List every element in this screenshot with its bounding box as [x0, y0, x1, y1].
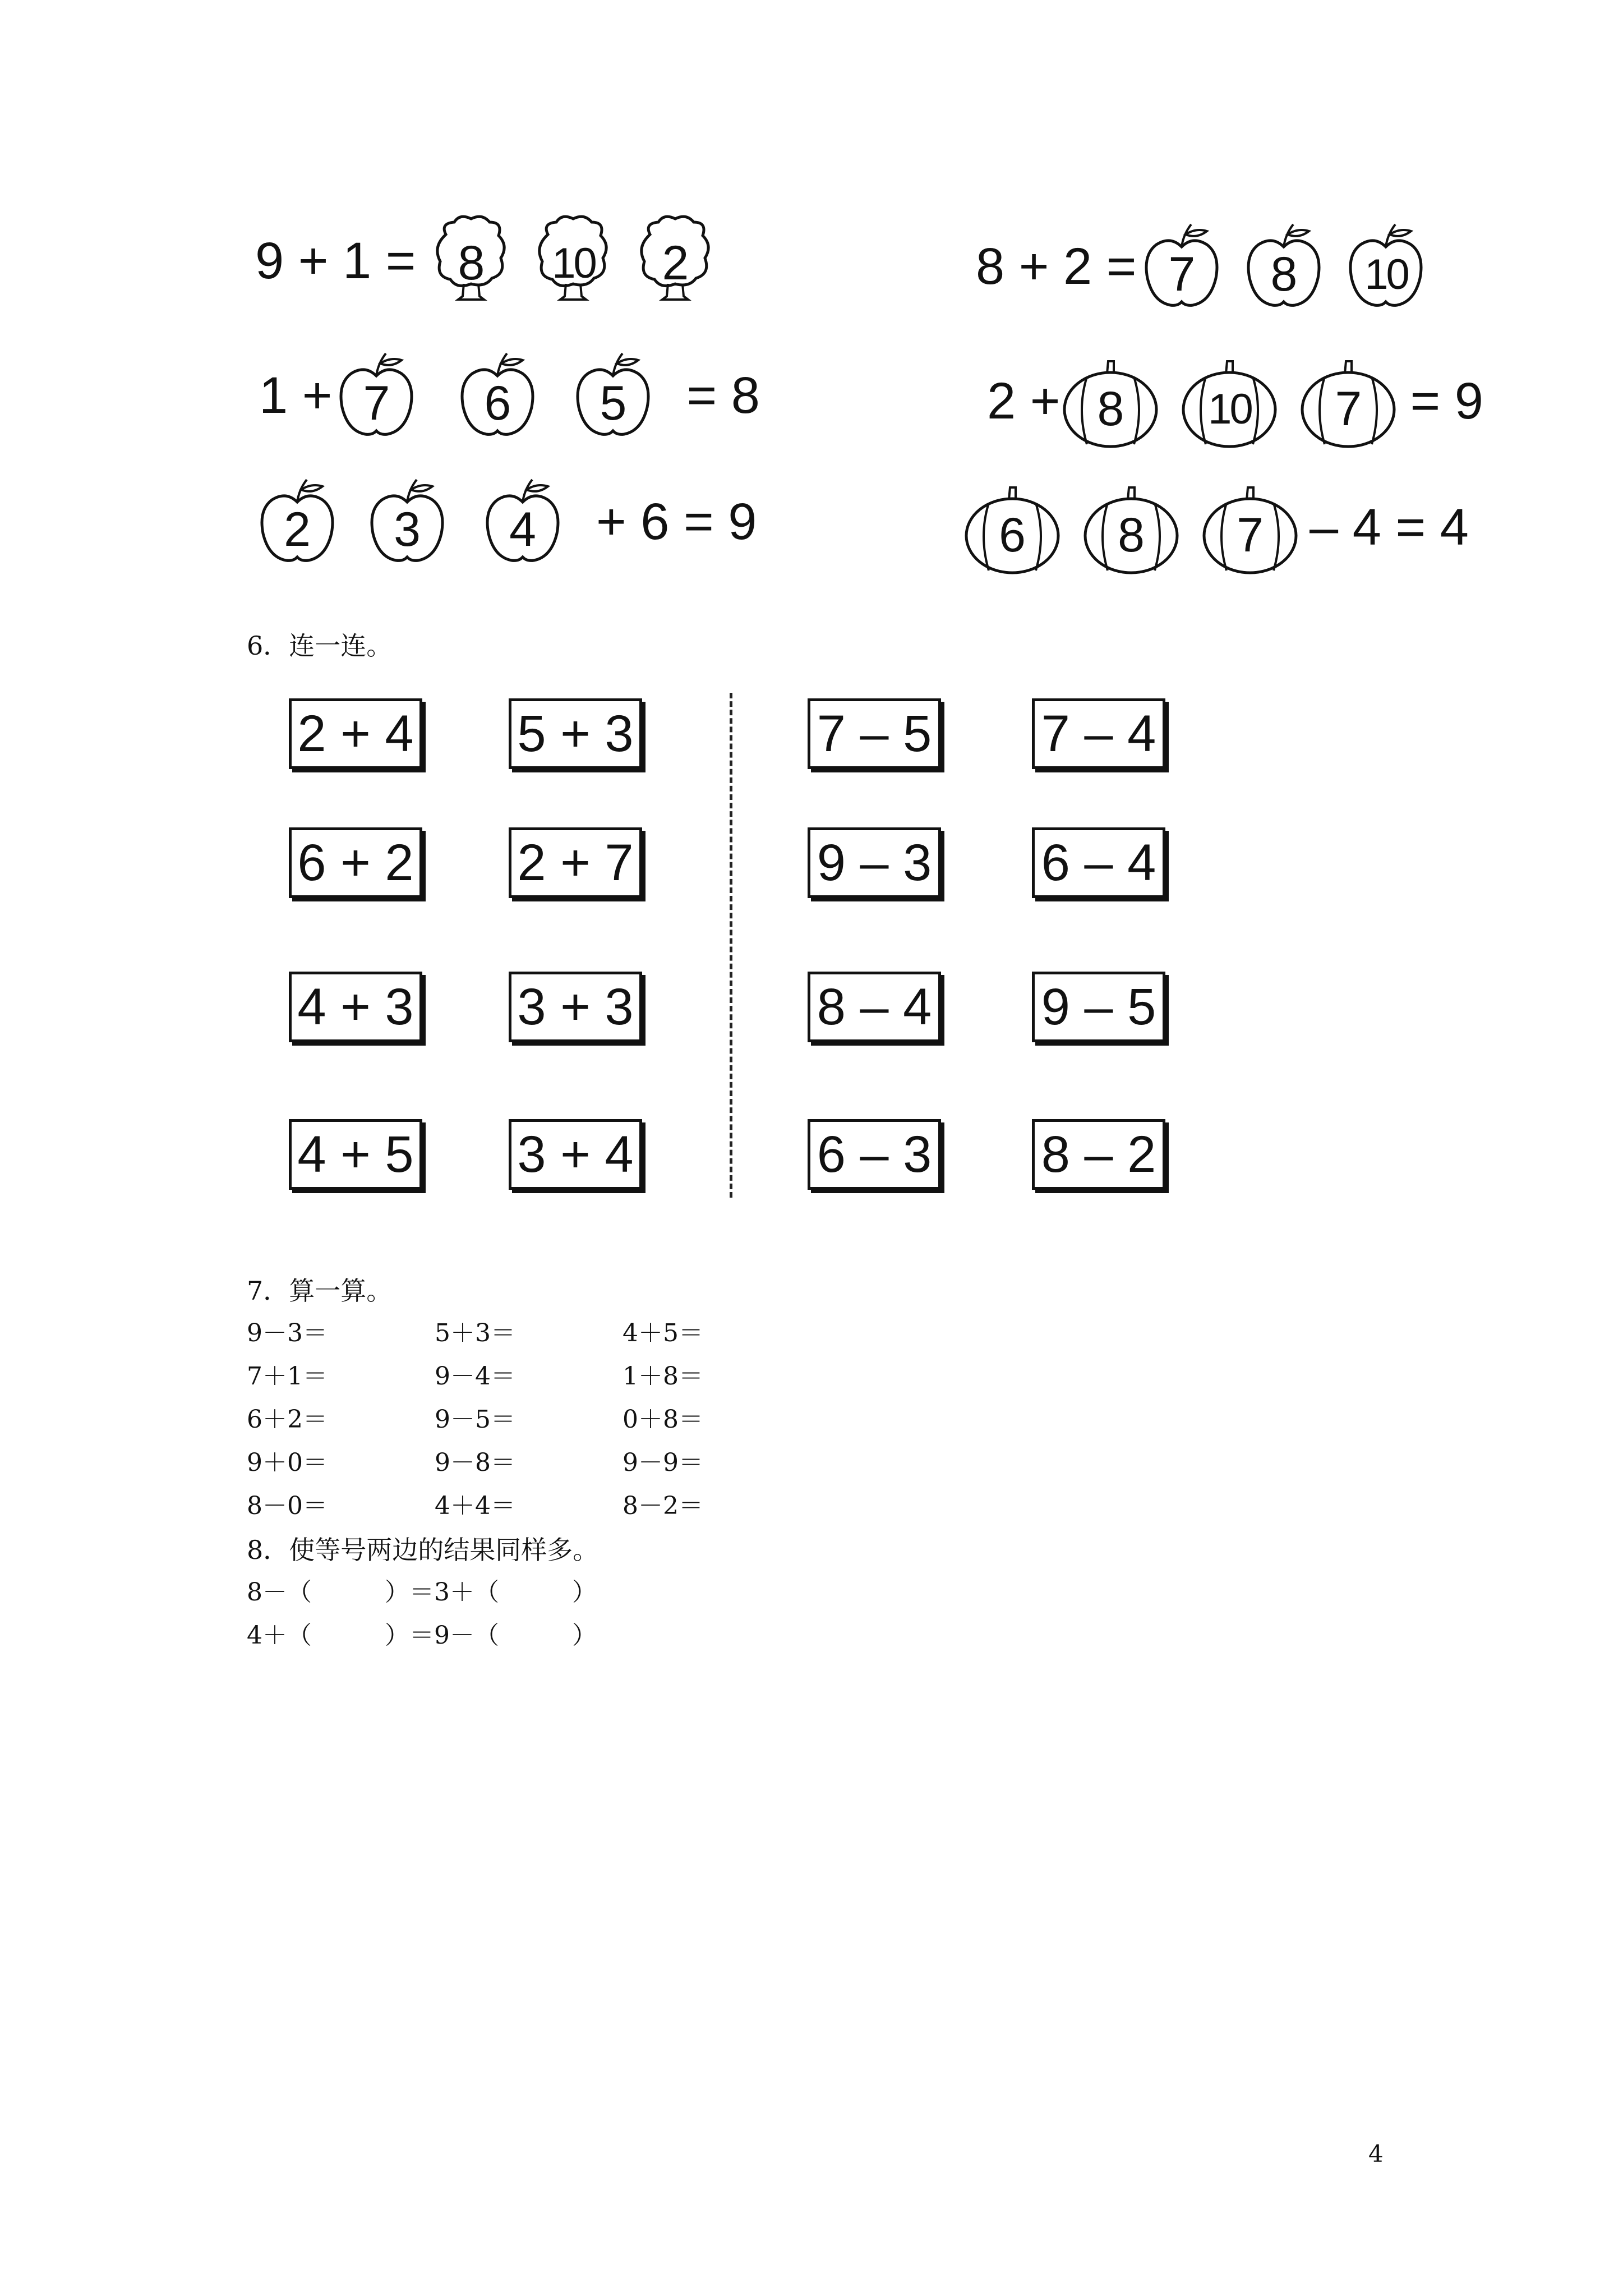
expression-card[interactable]: 2 + 4: [289, 698, 422, 769]
pumpkin-number: 6: [999, 508, 1026, 562]
fruit-equation-row-1-right: [976, 210, 1437, 323]
equation-part: 8－（: [247, 1578, 312, 1607]
apple-number: 3: [394, 502, 421, 556]
apple-option[interactable]: [571, 347, 655, 445]
calc-item: 4＋4＝: [435, 1492, 515, 1520]
expression-card[interactable]: 8 – 4: [808, 972, 941, 1042]
balance-equation: [247, 1623, 597, 1648]
tree-number: 8: [458, 236, 485, 290]
expression-card[interactable]: 4 + 5: [289, 1119, 422, 1190]
page-number: 4: [1368, 2140, 1384, 2168]
equation-left-part: 8 + 2 =: [976, 238, 1137, 295]
equation-part: 4＋（: [247, 1621, 312, 1650]
calc-item: 9－4＝: [435, 1362, 515, 1391]
expression-card[interactable]: 7 – 5: [808, 698, 941, 769]
expression-card[interactable]: 2 + 7: [509, 827, 642, 898]
fruit-equation-row-2-left: [259, 339, 760, 452]
calc-item: 9＋0＝: [247, 1448, 328, 1477]
equation-part: ）＝9－（: [385, 1621, 499, 1650]
calc-item: 8－2＝: [623, 1492, 703, 1520]
expression-card[interactable]: 5 + 3: [509, 698, 642, 769]
expression-card[interactable]: 3 + 4: [509, 1119, 642, 1190]
expression-card[interactable]: 9 – 3: [808, 827, 941, 898]
calc-item: 6＋2＝: [247, 1405, 328, 1434]
pumpkin-number: 7: [1237, 508, 1264, 562]
question-7-title: 7．算一算。: [247, 1276, 393, 1306]
equation-right-part: = 9: [1410, 372, 1483, 430]
question-6-title: 6．连一连。: [247, 631, 393, 661]
apple-number: 5: [600, 376, 627, 430]
fruit-equation-row-2-right: [987, 345, 1483, 457]
apple-number: 7: [1168, 247, 1196, 301]
apple-option[interactable]: [255, 473, 339, 571]
tree-option[interactable]: [531, 212, 615, 310]
pumpkin-option[interactable]: [1060, 352, 1161, 450]
pumpkin-number: 10: [1208, 385, 1251, 433]
pumpkin-number: 8: [1118, 508, 1145, 562]
pumpkin-option[interactable]: [962, 478, 1063, 577]
pumpkin-number: 7: [1335, 381, 1362, 436]
pumpkin-option[interactable]: [1081, 478, 1182, 577]
equation-left-part: 1 +: [259, 367, 333, 424]
apple-option[interactable]: [334, 347, 418, 445]
equation-part: ）: [572, 1621, 597, 1650]
expression-card[interactable]: 8 – 2: [1032, 1119, 1165, 1190]
calc-item: 5＋3＝: [435, 1319, 515, 1347]
apple-number: 8: [1270, 247, 1298, 301]
apple-option[interactable]: [365, 473, 449, 571]
pumpkin-option[interactable]: [1179, 352, 1280, 450]
pumpkin-number: 8: [1097, 381, 1124, 436]
fruit-equation-row-3-left: [255, 466, 757, 578]
apple-option[interactable]: [481, 473, 565, 571]
equation-part: ）: [572, 1578, 597, 1607]
pumpkin-option[interactable]: [1298, 352, 1399, 450]
question-8-title: 8．使等号两边的结果同样多。: [247, 1535, 599, 1565]
calc-item: 9－8＝: [435, 1448, 515, 1477]
expression-card[interactable]: 6 + 2: [289, 827, 422, 898]
fruit-equation-row-1-left: [255, 205, 726, 317]
expression-card[interactable]: 9 – 5: [1032, 972, 1165, 1042]
equation-left-part: 2 +: [987, 372, 1061, 430]
apple-number: 4: [509, 502, 536, 556]
apple-option[interactable]: [1242, 218, 1326, 316]
balance-equation: [247, 1580, 597, 1605]
fruit-equation-row-3-right: [962, 471, 1469, 583]
dashed-divider: [730, 693, 732, 1198]
apple-number: 2: [284, 502, 311, 556]
calc-item: 9－3＝: [247, 1319, 328, 1347]
equation-right-part: + 6 = 9: [596, 493, 757, 550]
pumpkin-option[interactable]: [1200, 478, 1301, 577]
tree-number: 2: [662, 236, 689, 290]
apple-option[interactable]: [1140, 218, 1224, 316]
calc-item: 9－5＝: [435, 1405, 515, 1434]
calc-item: 1＋8＝: [623, 1362, 703, 1391]
equation-part: ）＝3＋（: [385, 1578, 499, 1607]
tree-number: 10: [552, 239, 595, 287]
calc-item: 4＋5＝: [623, 1319, 703, 1347]
calc-item: 7＋1＝: [247, 1362, 328, 1391]
apple-option[interactable]: [1344, 218, 1428, 316]
calc-item: 8－0＝: [247, 1492, 328, 1520]
expression-card[interactable]: 6 – 4: [1032, 827, 1165, 898]
equation-left-part: 9 + 1 =: [255, 232, 416, 289]
tree-option[interactable]: [633, 212, 717, 310]
expression-card[interactable]: 4 + 3: [289, 972, 422, 1042]
calc-item: 9－9＝: [623, 1448, 703, 1477]
equation-right-part: – 4 = 4: [1310, 499, 1469, 556]
calc-item: 0＋8＝: [623, 1405, 703, 1434]
apple-number: 7: [363, 376, 390, 430]
expression-card[interactable]: 6 – 3: [808, 1119, 941, 1190]
expression-card[interactable]: 3 + 3: [509, 972, 642, 1042]
apple-number: 10: [1364, 250, 1408, 298]
equation-right-part: = 8: [686, 367, 760, 424]
apple-number: 6: [484, 376, 511, 430]
apple-option[interactable]: [455, 347, 540, 445]
tree-option[interactable]: [429, 212, 513, 310]
expression-card[interactable]: 7 – 4: [1032, 698, 1165, 769]
